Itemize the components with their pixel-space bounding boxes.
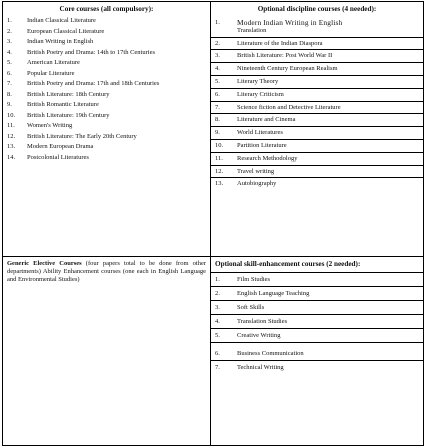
list-item: 3. Indian Writing in English: [7, 38, 94, 45]
list-item: 6. Literary Criticism: [211, 89, 423, 102]
list-item: 2. English Language Teaching: [211, 287, 423, 301]
list-item: 7. Science fiction and Detective Literature: [211, 102, 423, 115]
list-item: 8. Literature and Cinema: [211, 114, 423, 127]
skill-courses-cell: [211, 257, 423, 445]
optional-courses-heading: Optional discipline courses (4 needed):: [257, 5, 377, 13]
optional-courses-list: [215, 17, 419, 190]
generic-elective-text: Generic Elective Courses (four papers total to be done from other departments) Ability Enhancement courses (one each in English Language and Environmental Studies): [7, 260, 206, 283]
list-item: 1. Modern Indian Writing in English Translation: [211, 17, 423, 38]
core-courses-heading: Core courses (all compulsory):: [59, 5, 154, 13]
optional-courses-cell: [211, 2, 423, 257]
list-item: 4. Nineteenth Century European Realism: [211, 63, 423, 76]
list-item: 13. Autobiography: [215, 180, 277, 188]
list-item: 11. Research Methodology: [211, 153, 423, 166]
list-item: 3. Soft Skills: [211, 301, 423, 315]
generic-elective-cell: [3, 257, 211, 445]
list-item: 1. Film Studies: [211, 273, 423, 287]
list-item: 2. European Classical Literature: [7, 27, 105, 35]
list-item: 9. World Literatures: [211, 127, 423, 140]
list-item: 12. British Literature: The Early 20th Century: [7, 132, 137, 140]
list-item: 12. Travel writing: [211, 166, 423, 179]
skill-courses-list: [215, 273, 419, 374]
list-item: 13. Modern European Drama: [7, 143, 94, 150]
list-item: 4. Translation Studies: [211, 315, 423, 329]
list-item: 4. British Poetry and Drama: 14th to 17th Centuries: [7, 48, 155, 56]
list-item: 7. British Poetry and Drama: 17th and 18th Centuries: [7, 80, 160, 87]
core-courses-list: [7, 17, 206, 162]
list-item: 5. Literary Theory: [211, 76, 423, 89]
skill-courses-heading: Optional skill-enhancement courses (2 needed):: [211, 257, 423, 273]
list-item: 8. British Literature: 18th Century: [7, 90, 110, 98]
list-item: 1. Indian Classical Literature: [7, 17, 96, 24]
list-item: 6. Business Communication: [211, 347, 423, 361]
list-item: 7. Technical Writing: [215, 363, 284, 371]
list-item: 9. British Romantic Literature: [7, 101, 99, 108]
list-item: 3. British Literature: Post World War II: [211, 50, 423, 63]
list-item: 10. British Literature: 19th Century: [7, 111, 110, 119]
list-item: 2. Literature of the Indian Diaspora: [211, 38, 423, 51]
course-table: [2, 1, 424, 446]
list-item: 5. American Literature: [7, 59, 80, 66]
core-courses-cell: [3, 2, 211, 257]
list-item: 5. Creative Writing: [211, 329, 423, 343]
list-item: 11. Women's Writing: [7, 122, 73, 129]
list-item: 14. Postcolonial Literatures: [7, 153, 89, 161]
list-item: 6. Popular Literature: [7, 69, 75, 77]
list-item: 10. Partition Literature: [211, 140, 423, 153]
